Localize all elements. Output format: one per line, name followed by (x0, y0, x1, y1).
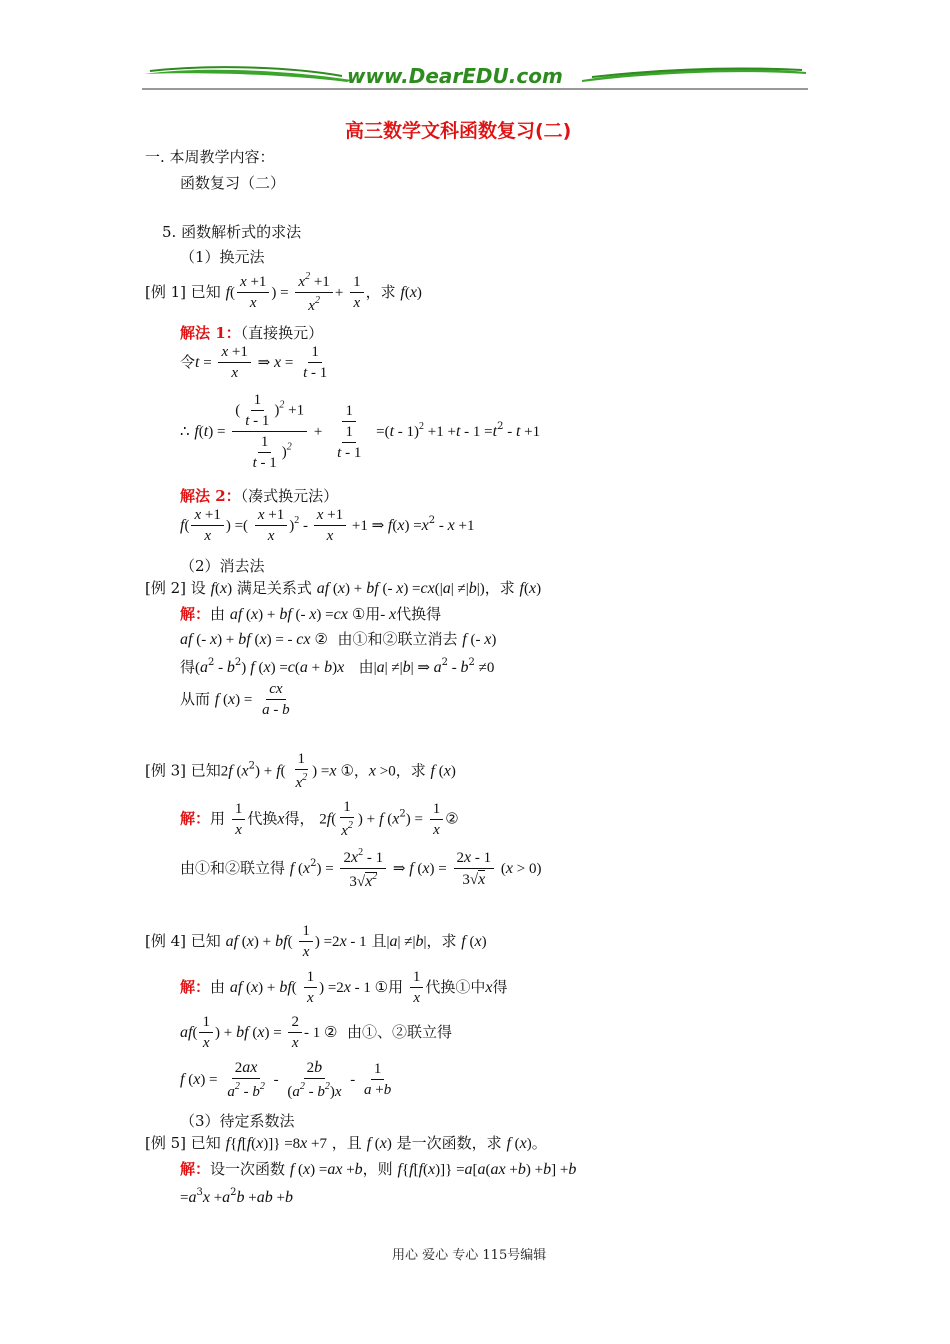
example-2-statement: [例 2] 设 f(x) 满足关系式 af (x) + bf (- x) =cx(|a| ≠|b|)，求 f(x) (145, 579, 542, 597)
intro-label: 一. 本周教学内容： (145, 148, 275, 166)
example-2-solution-line-2: af (- x) + bf (x) = - cx ② 由①和②联立消去 f (- x) (180, 630, 497, 648)
example-5-solution-line-2: $=a^3x +a^2b +ab +b$ (180, 1187, 293, 1206)
example-1-solution-2-label: 解法 2：（凑式换元法） (180, 487, 339, 505)
example-1-solution-1-label: 解法 1：（直接换元） (180, 324, 324, 342)
example-1-substitution: 令t = $\frac{x +1}{x}$ ⇒ x = $\frac{1}{t - 1}$ (180, 344, 328, 381)
example-2-solution-result: 从而 f (x) = $\frac{cx}{a - b}$ (180, 681, 290, 718)
intro-content: 函数复习（二） (180, 174, 286, 192)
example-3-solution-line-1: 解：用 $\frac{1}{x}$ 代换x得， 2f( $\frac{1}{x^2}$ ) + f $(x^2)$ = $\frac{1}{x}$ ② (180, 799, 459, 839)
example-5-statement: [例 5] 已知 f{f[f(x)]} =8x +7 ，且 f (x) 是一次函数，求 f (x)。 (145, 1134, 547, 1152)
site-logo-text: www.DearEDU.com (347, 64, 563, 88)
example-4-solution-line-1: 解：由 af (x) + bf( $\frac{1}{x}$ ) =2x - 1 ①用 $\frac{1}{x}$ 代换①中x得 (180, 969, 508, 1006)
example-4-statement: [例 4] 已知 af (x) + bf( $\frac{1}{x}$ ) =2x - 1 且|a| ≠|b|，求 f (x) (145, 923, 487, 960)
example-2-solution-line-1: 解：由 af (x) + bf (- x) =cx ①用- x代换得 (180, 605, 442, 623)
method-3-heading: （3）待定系数法 (180, 1112, 295, 1130)
example-3-solution-line-2: 由①和②联立得 f $(x^2)$ = $\frac{2x^2 - 1}{3√x^2}$ ⇒ f (x) = $\frac{2x - 1}{3√x}$ (x > 0) (180, 847, 542, 890)
example-3-statement: [例 3] 已知2f $(x^2) + f$( $\frac{1}{x^2}$ ) =x ①，x >0，求 f (x) (145, 751, 456, 791)
example-1-solution-2-formula: f( $\frac{x +1}{x}$ ) =( $\frac{x +1}{x}$ )$^2$ - $\frac{x +1}{x}$ +1 ⇒ $f(x) =x^2 - x +1$ (180, 507, 475, 544)
section-heading: 5. 函数解析式的求法 (162, 223, 302, 241)
method-2-heading: （2）消去法 (180, 557, 265, 575)
method-1-heading: （1）换元法 (180, 248, 265, 266)
page-footer: 用心 爱心 专心 115号编辑 (392, 1248, 547, 1263)
example-5-solution-line-1: 解：设一次函数 f (x) =ax +b，则 f{f[f(x)]} =a[a(ax +b) +b] +b (180, 1160, 577, 1178)
example-1-derivation: ∴ f(t) = ( $\frac{1}{t - 1}$ )$^2$ +1 $\frac{1}{t - 1}$ )$^2$ + $\frac{1}{\frac{1}{t - 1}}$ $=(t - 1)^2 +1 +t - 1 =t^2 - t +1$ (180, 392, 541, 471)
example-4-solution-line-2: af( $\frac{1}{x}$ ) + bf (x) = $\frac{2}{x}$ - 1 ② 由①、②联立得 (180, 1014, 452, 1051)
header-banner (142, 62, 808, 92)
example-1-statement: [例 1] 已知 f( $\frac{x +1}{x}$ ) = $\frac{x^2 +1}{x^2}$ + $\frac{1}{x}$ ，求 f(x) (145, 271, 422, 314)
example-2-solution-line-3: 得$(a^2 - b^2)$ f (x) =c(a + b)x 由|a| ≠|b| ⇒ $a^2 - b^2 \ne 0$ (180, 657, 495, 676)
example-4-solution-result: f (x) = $\frac{2ax}{a^2 - b^2}$ - $\frac{2b}{(a^2 - b^2)x}$ - $\frac{1}{a +b}$ (180, 1059, 392, 1100)
page-title: 高三数学文科函数复习(二) (345, 120, 572, 142)
